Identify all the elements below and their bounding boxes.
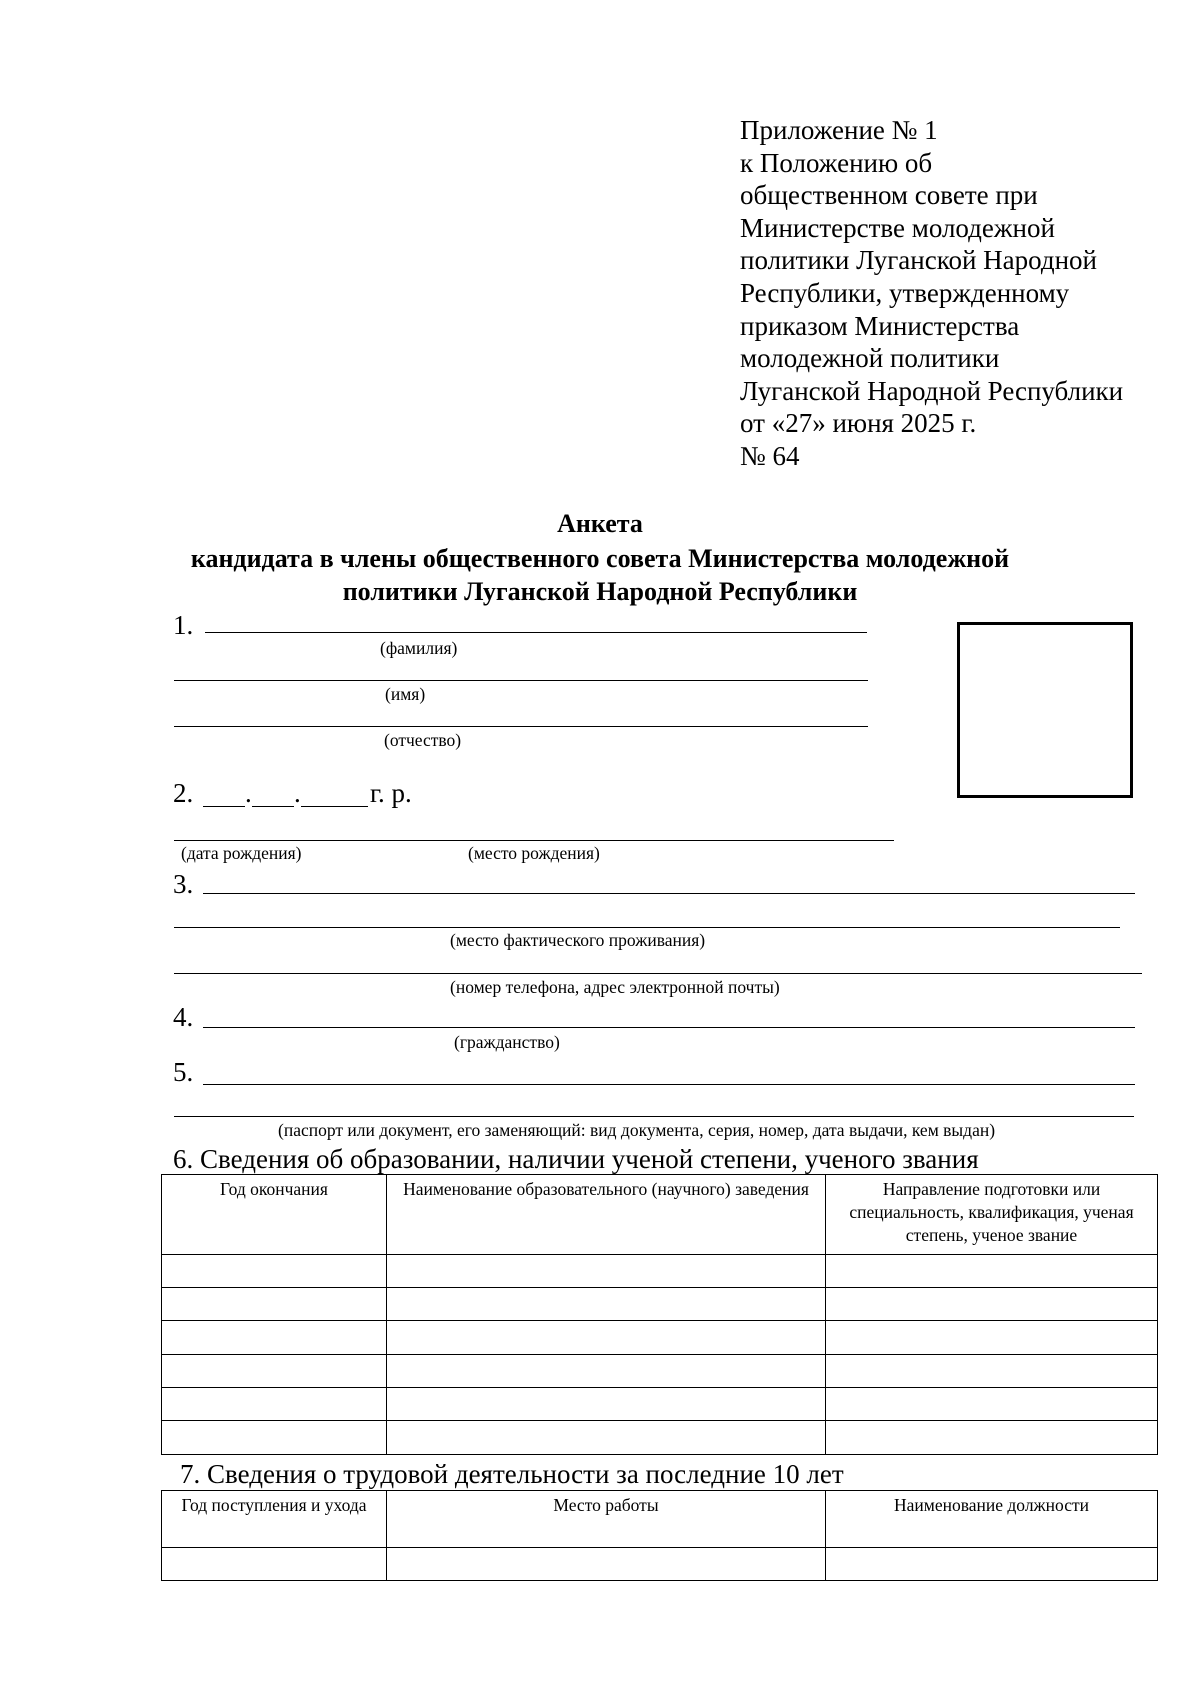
- surname-field[interactable]: [205, 632, 867, 633]
- form-title: Анкета: [557, 509, 643, 538]
- table-cell[interactable]: [387, 1388, 826, 1421]
- appendix-line: к Положению об: [740, 147, 933, 178]
- name-field[interactable]: [174, 680, 868, 681]
- residence-field[interactable]: [203, 893, 1135, 894]
- citizenship-hint: (гражданство): [454, 1032, 560, 1052]
- patronymic-field[interactable]: [174, 726, 868, 727]
- table-cell[interactable]: [826, 1355, 1158, 1388]
- birth-place-hint: (место рождения): [468, 843, 600, 863]
- appendix-line: общественном совете при: [740, 180, 1038, 211]
- column-header: Наименование должности: [826, 1491, 1158, 1548]
- table-row: [162, 1421, 1158, 1455]
- table-cell[interactable]: [162, 1288, 387, 1321]
- table-cell[interactable]: [162, 1355, 387, 1388]
- table-row: [162, 1355, 1158, 1388]
- appendix-note: [740, 114, 1180, 473]
- table-cell[interactable]: [162, 1388, 387, 1421]
- table-cell[interactable]: [387, 1355, 826, 1388]
- appendix-line: молодежной политики: [740, 343, 1000, 374]
- field-number-2: 2.: [173, 778, 194, 808]
- table-row: [162, 1288, 1158, 1321]
- form-subtitle-line-1: кандидата в члены общественного совета Министерства молодежной: [190, 544, 1010, 573]
- passport-field-line-2[interactable]: [174, 1116, 1134, 1117]
- table-header-row: [162, 1175, 1158, 1255]
- appendix-line: № 64: [740, 440, 800, 471]
- table-cell[interactable]: [162, 1548, 387, 1581]
- column-header: Место работы: [387, 1491, 826, 1548]
- residence-hint: (место фактического проживания): [450, 930, 706, 950]
- birth-day-field[interactable]: [203, 806, 245, 807]
- passport-hint: (паспорт или документ, его заменяющий: вид документа, серия, номер, дата выдачи, кем выдан): [278, 1120, 996, 1140]
- table-row: [162, 1255, 1158, 1288]
- birth-date-hint: (дата рождения): [181, 843, 302, 863]
- birth-year-suffix: г. р.: [370, 778, 412, 808]
- column-header: Год окончания: [162, 1175, 387, 1255]
- table-cell[interactable]: [387, 1288, 826, 1321]
- table-cell[interactable]: [387, 1421, 826, 1455]
- work-heading: 7. Сведения о трудовой деятельности за последние 10 лет: [180, 1459, 844, 1489]
- field-number-1: 1.: [173, 610, 194, 640]
- table-row: [162, 1388, 1158, 1421]
- date-separator: .: [245, 778, 252, 808]
- column-header: Год поступления и ухода: [162, 1491, 387, 1548]
- citizenship-field[interactable]: [203, 1027, 1135, 1028]
- appendix-line: Приложение № 1: [740, 115, 938, 145]
- table-cell[interactable]: [387, 1255, 826, 1288]
- table-cell[interactable]: [387, 1321, 826, 1355]
- column-header: Наименование образовательного (научного) заведения: [387, 1175, 826, 1255]
- table-header-row: [162, 1491, 1158, 1548]
- photo-placeholder[interactable]: [957, 622, 1133, 798]
- table-cell[interactable]: [162, 1255, 387, 1288]
- date-separator: .: [294, 778, 301, 808]
- appendix-line: политики Луганской Народной: [740, 245, 1097, 276]
- passport-field[interactable]: [203, 1084, 1135, 1085]
- appendix-line: Луганской Народной Республики: [740, 375, 1124, 406]
- birth-month-field[interactable]: [252, 806, 294, 807]
- birth-year-field[interactable]: [301, 806, 368, 807]
- education-table: [161, 1174, 1158, 1455]
- residence-field-line-2[interactable]: [174, 927, 1120, 928]
- work-table: [161, 1490, 1158, 1581]
- field-number-4: 4.: [173, 1002, 194, 1032]
- table-cell[interactable]: [162, 1421, 387, 1455]
- patronymic-hint: (отчество): [384, 730, 462, 750]
- table-row: [162, 1548, 1158, 1581]
- name-hint: (имя): [385, 684, 426, 704]
- table-cell[interactable]: [387, 1548, 826, 1581]
- surname-hint: (фамилия): [380, 638, 458, 658]
- education-heading: 6. Сведения об образовании, наличии ученой степени, ученого звания: [173, 1144, 979, 1174]
- appendix-line: Республики, утвержденному: [740, 277, 1070, 308]
- appendix-line: Министерстве молодежной: [740, 212, 1055, 243]
- form-subtitle-line-2: политики Луганской Народной Республики: [342, 577, 858, 606]
- table-cell[interactable]: [826, 1548, 1158, 1581]
- table-cell[interactable]: [826, 1321, 1158, 1355]
- field-number-3: 3.: [173, 869, 194, 899]
- field-number-5: 5.: [173, 1057, 194, 1087]
- appendix-line: приказом Министерства: [740, 310, 1020, 341]
- contacts-field[interactable]: [174, 973, 1142, 974]
- table-cell[interactable]: [162, 1321, 387, 1355]
- column-header: Направление подготовки или специальность, квалификация, ученая степень, ученое звание: [826, 1175, 1158, 1255]
- table-cell[interactable]: [826, 1421, 1158, 1455]
- table-cell[interactable]: [826, 1288, 1158, 1321]
- table-cell[interactable]: [826, 1388, 1158, 1421]
- contacts-hint: (номер телефона, адрес электронной почты): [450, 977, 780, 997]
- table-row: [162, 1321, 1158, 1355]
- birth-place-field[interactable]: [174, 840, 894, 841]
- appendix-line: от «27» июня 2025 г.: [740, 408, 977, 439]
- table-cell[interactable]: [826, 1255, 1158, 1288]
